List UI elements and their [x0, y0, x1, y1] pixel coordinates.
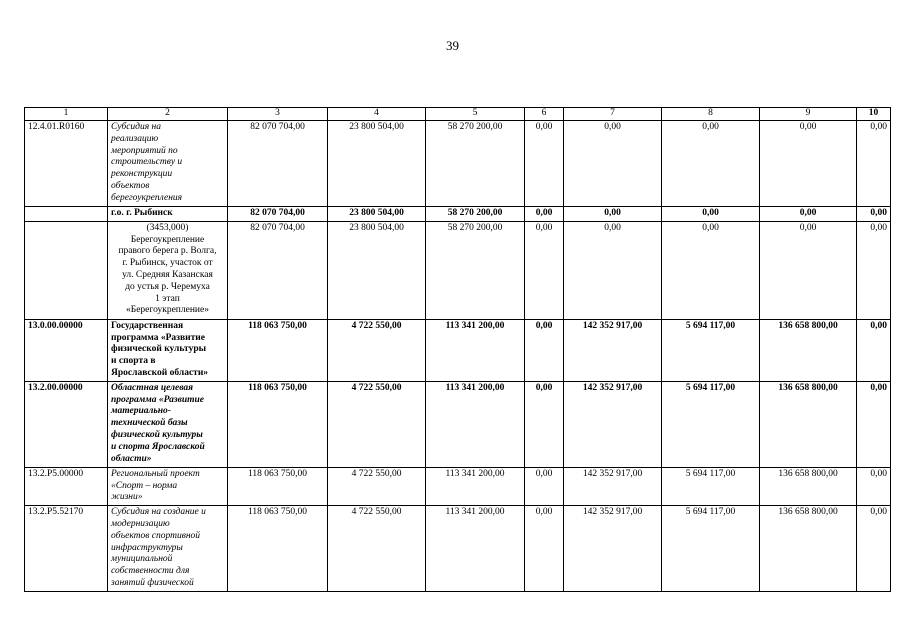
col-header: 4 — [328, 108, 426, 121]
col-header: 8 — [662, 108, 760, 121]
regional2-cell: 0,00 — [760, 207, 857, 222]
description-cell: (3453,000) Берегоукрепление правого берега р. Волга, г. Рыбинск, участок от ул. Средняя Казанская до устья р. Черемуха 1 этап «Берегоукрепление» — [108, 221, 228, 319]
col-header: 10 — [857, 108, 891, 121]
local-cell: 0,00 — [525, 467, 564, 505]
local2-cell: 0,00 — [857, 381, 891, 467]
description-cell: Субсидия на создание и модернизацию объектов спортивной инфраструктуры муниципальной собственности для занятий физической — [108, 506, 228, 592]
total-cell: 118 063 750,00 — [228, 381, 328, 467]
local-cell: 0,00 — [525, 506, 564, 592]
regional-cell: 58 270 200,00 — [426, 221, 525, 319]
regional2-cell: 136 658 800,00 — [760, 506, 857, 592]
total2-cell: 0,00 — [564, 121, 662, 207]
federal2-cell: 0,00 — [662, 121, 760, 207]
description-cell: Региональный проект «Спорт – норма жизни» — [108, 467, 228, 505]
page-number: 39 — [446, 38, 459, 53]
total-cell: 118 063 750,00 — [228, 319, 328, 381]
total-cell: 82 070 704,00 — [228, 207, 328, 222]
table-row — [25, 121, 891, 207]
table-row — [25, 319, 891, 381]
code-cell: 13.2.Р5.00000 — [25, 467, 108, 505]
code-cell: 13.2.00.00000 — [25, 381, 108, 467]
total2-cell: 0,00 — [564, 207, 662, 222]
federal-cell: 23 800 504,00 — [328, 121, 426, 207]
federal2-cell: 5 694 117,00 — [662, 506, 760, 592]
local2-cell: 0,00 — [857, 506, 891, 592]
federal-cell: 23 800 504,00 — [328, 207, 426, 222]
col-header: 2 — [108, 108, 228, 121]
local-cell: 0,00 — [525, 207, 564, 222]
local2-cell: 0,00 — [857, 121, 891, 207]
federal2-cell: 0,00 — [662, 221, 760, 319]
regional-cell: 58 270 200,00 — [426, 207, 525, 222]
total-cell: 82 070 704,00 — [228, 121, 328, 207]
col-header: 6 — [525, 108, 564, 121]
description-cell: Государственная программа «Развитие физической культуры и спорта в Ярославской области» — [108, 319, 228, 381]
regional-cell: 58 270 200,00 — [426, 121, 525, 207]
total2-cell: 142 352 917,00 — [564, 506, 662, 592]
total2-cell: 142 352 917,00 — [564, 319, 662, 381]
local-cell: 0,00 — [525, 319, 564, 381]
total2-cell: 142 352 917,00 — [564, 381, 662, 467]
federal-cell: 4 722 550,00 — [328, 467, 426, 505]
total2-cell: 0,00 — [564, 221, 662, 319]
regional-cell: 113 341 200,00 — [426, 467, 525, 505]
description-cell: Областная целевая программа «Развитие материально- технической базы физической культуры и спорта Ярославской области» — [108, 381, 228, 467]
federal2-cell: 5 694 117,00 — [662, 319, 760, 381]
col-header: 3 — [228, 108, 328, 121]
federal2-cell: 5 694 117,00 — [662, 467, 760, 505]
code-cell: 13.0.00.00000 — [25, 319, 108, 381]
code-cell: 12.4.01.R0160 — [25, 121, 108, 207]
local2-cell: 0,00 — [857, 207, 891, 222]
table-body — [25, 108, 891, 592]
table-row — [25, 467, 891, 505]
local2-cell: 0,00 — [857, 467, 891, 505]
federal-cell: 4 722 550,00 — [328, 506, 426, 592]
federal-cell: 4 722 550,00 — [328, 381, 426, 467]
description-cell: г.о. г. Рыбинск — [108, 207, 228, 222]
code-cell — [25, 221, 108, 319]
table-row — [25, 207, 891, 222]
col-header: 1 — [25, 108, 108, 121]
regional2-cell: 136 658 800,00 — [760, 319, 857, 381]
total-cell: 82 070 704,00 — [228, 221, 328, 319]
col-header: 5 — [426, 108, 525, 121]
regional-cell: 113 341 200,00 — [426, 381, 525, 467]
local-cell: 0,00 — [525, 121, 564, 207]
code-cell — [25, 207, 108, 222]
description-cell: Субсидия на реализацию мероприятий по строительству и реконструкции объектов берегоукрепления — [108, 121, 228, 207]
total-cell: 118 063 750,00 — [228, 506, 328, 592]
budget-table — [24, 107, 891, 592]
header-row — [25, 108, 891, 121]
table-row — [25, 506, 891, 592]
federal-cell: 4 722 550,00 — [328, 319, 426, 381]
regional2-cell: 136 658 800,00 — [760, 467, 857, 505]
regional2-cell: 0,00 — [760, 221, 857, 319]
table-row — [25, 221, 891, 319]
col-header: 9 — [760, 108, 857, 121]
federal2-cell: 5 694 117,00 — [662, 381, 760, 467]
federal2-cell: 0,00 — [662, 207, 760, 222]
total-cell: 118 063 750,00 — [228, 467, 328, 505]
regional2-cell: 0,00 — [760, 121, 857, 207]
total2-cell: 142 352 917,00 — [564, 467, 662, 505]
federal-cell: 23 800 504,00 — [328, 221, 426, 319]
regional2-cell: 136 658 800,00 — [760, 381, 857, 467]
table-row — [25, 381, 891, 467]
regional-cell: 113 341 200,00 — [426, 506, 525, 592]
local-cell: 0,00 — [525, 381, 564, 467]
regional-cell: 113 341 200,00 — [426, 319, 525, 381]
local-cell: 0,00 — [525, 221, 564, 319]
local2-cell: 0,00 — [857, 319, 891, 381]
local2-cell: 0,00 — [857, 221, 891, 319]
code-cell: 13.2.Р5.52170 — [25, 506, 108, 592]
col-header: 7 — [564, 108, 662, 121]
